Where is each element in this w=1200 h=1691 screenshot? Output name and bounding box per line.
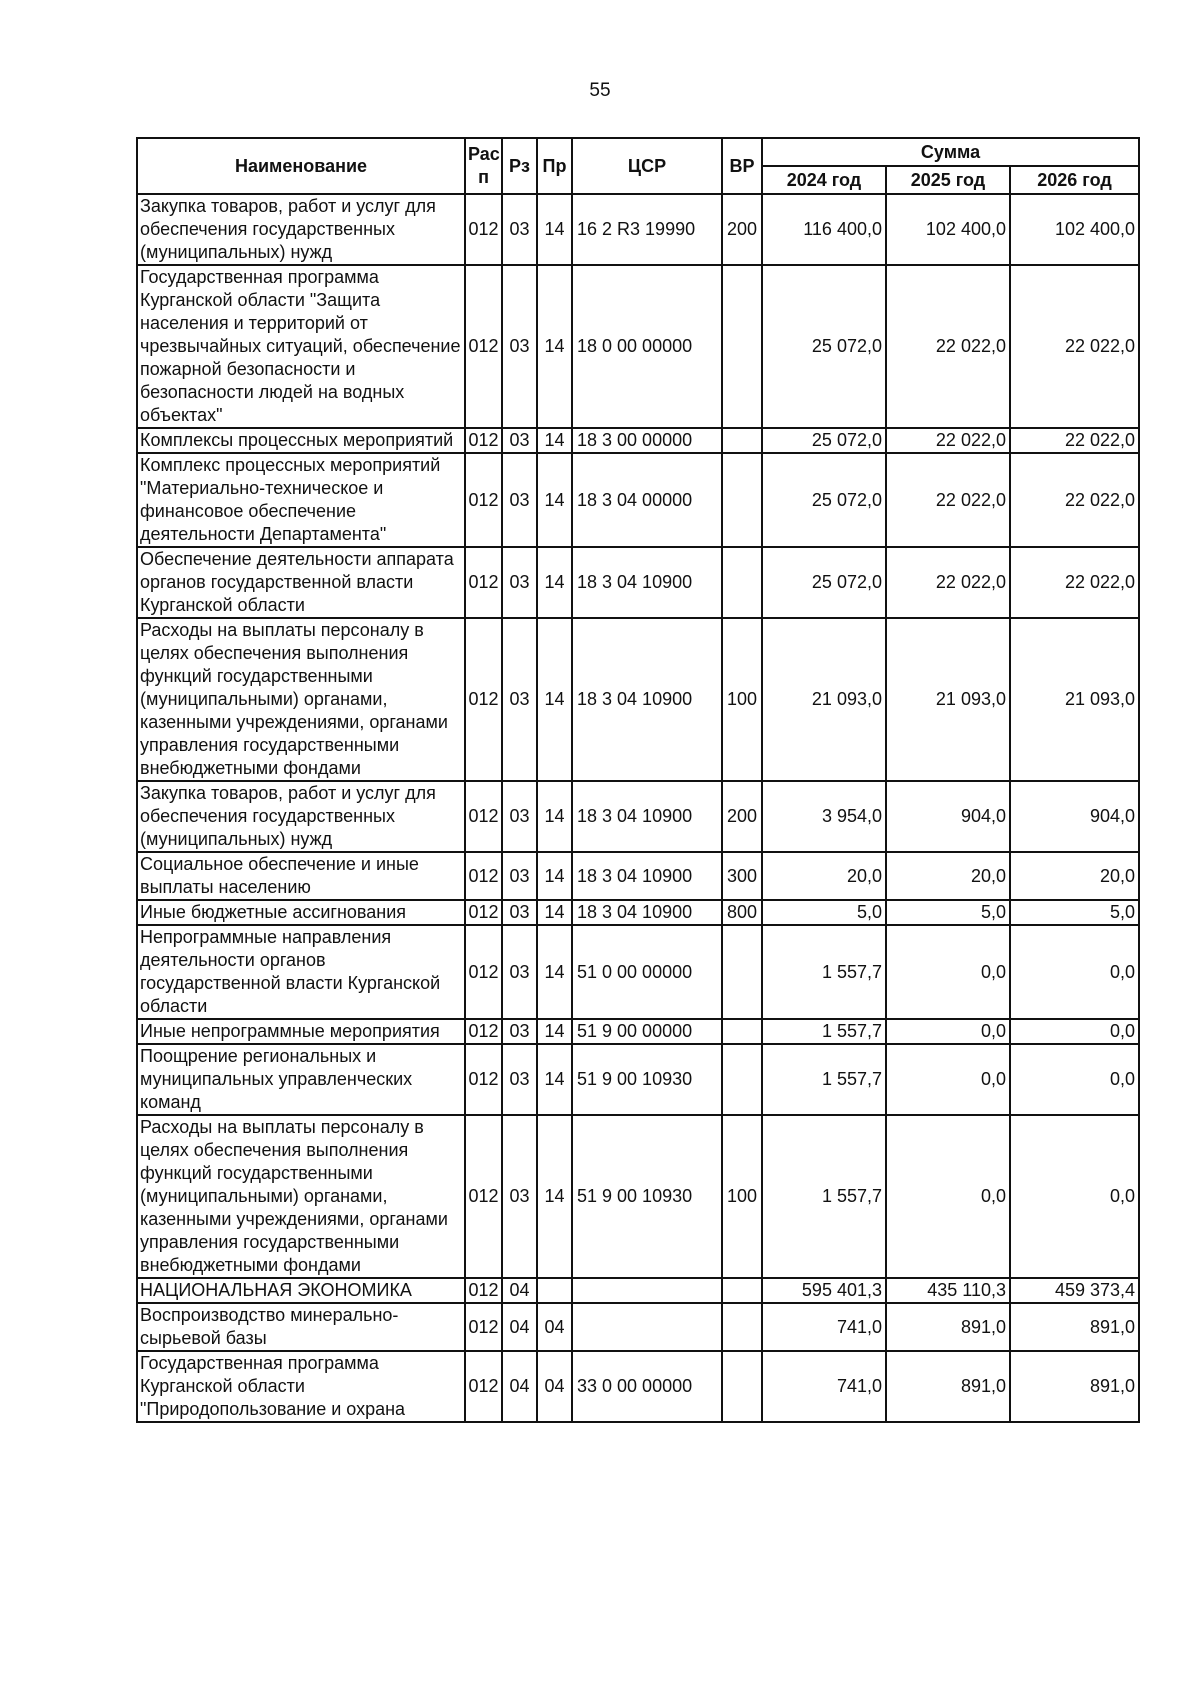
cell-vr bbox=[722, 1303, 762, 1351]
cell-name: Обеспечение деятельности аппарата органов государственной власти Курганской области bbox=[137, 547, 465, 618]
cell-2025: 5,0 bbox=[886, 900, 1010, 925]
header-year-2025: 2025 год bbox=[886, 166, 1010, 194]
cell-rz: 03 bbox=[502, 547, 537, 618]
cell-rz: 03 bbox=[502, 428, 537, 453]
cell-name: Поощрение региональных и муниципальных управленческих команд bbox=[137, 1044, 465, 1115]
cell-2024: 1 557,7 bbox=[762, 1115, 886, 1278]
cell-rz: 03 bbox=[502, 618, 537, 781]
table-row bbox=[137, 852, 1139, 900]
cell-rasp: 012 bbox=[465, 265, 502, 428]
cell-2024: 25 072,0 bbox=[762, 265, 886, 428]
cell-csr: 51 9 00 00000 bbox=[572, 1019, 722, 1044]
cell-pr: 14 bbox=[537, 900, 572, 925]
cell-vr bbox=[722, 1019, 762, 1044]
cell-pr: 14 bbox=[537, 1019, 572, 1044]
cell-2026: 22 022,0 bbox=[1010, 453, 1139, 547]
cell-name: НАЦИОНАЛЬНАЯ ЭКОНОМИКА bbox=[137, 1278, 465, 1303]
table-row bbox=[137, 428, 1139, 453]
cell-2026: 904,0 bbox=[1010, 781, 1139, 852]
cell-name: Закупка товаров, работ и услуг для обеспечения государственных (муниципальных) нужд bbox=[137, 194, 465, 265]
cell-csr bbox=[572, 1278, 722, 1303]
cell-2024: 1 557,7 bbox=[762, 1044, 886, 1115]
cell-vr: 200 bbox=[722, 781, 762, 852]
cell-rz: 03 bbox=[502, 1019, 537, 1044]
cell-csr: 18 3 04 10900 bbox=[572, 547, 722, 618]
cell-rasp: 012 bbox=[465, 1303, 502, 1351]
cell-name: Воспроизводство минерально-сырьевой базы bbox=[137, 1303, 465, 1351]
cell-rasp: 012 bbox=[465, 781, 502, 852]
cell-pr: 14 bbox=[537, 1115, 572, 1278]
cell-pr: 14 bbox=[537, 1044, 572, 1115]
cell-rz: 03 bbox=[502, 1044, 537, 1115]
cell-pr: 14 bbox=[537, 265, 572, 428]
cell-2025: 102 400,0 bbox=[886, 194, 1010, 265]
cell-csr: 18 3 04 00000 bbox=[572, 453, 722, 547]
cell-rz: 03 bbox=[502, 453, 537, 547]
cell-csr: 16 2 R3 19990 bbox=[572, 194, 722, 265]
cell-2024: 741,0 bbox=[762, 1303, 886, 1351]
cell-name: Иные бюджетные ассигнования bbox=[137, 900, 465, 925]
cell-vr: 100 bbox=[722, 1115, 762, 1278]
cell-csr: 51 0 00 00000 bbox=[572, 925, 722, 1019]
cell-2025: 0,0 bbox=[886, 1115, 1010, 1278]
cell-rz: 04 bbox=[502, 1278, 537, 1303]
cell-2025: 891,0 bbox=[886, 1351, 1010, 1422]
table-row bbox=[137, 1351, 1139, 1422]
header-year-2024: 2024 год bbox=[762, 166, 886, 194]
cell-rasp: 012 bbox=[465, 547, 502, 618]
cell-2026: 459 373,4 bbox=[1010, 1278, 1139, 1303]
cell-rasp: 012 bbox=[465, 194, 502, 265]
header-year-2026: 2026 год bbox=[1010, 166, 1139, 194]
cell-vr: 800 bbox=[722, 900, 762, 925]
cell-vr bbox=[722, 1278, 762, 1303]
cell-2025: 904,0 bbox=[886, 781, 1010, 852]
cell-2025: 22 022,0 bbox=[886, 265, 1010, 428]
cell-2024: 21 093,0 bbox=[762, 618, 886, 781]
table-body bbox=[137, 194, 1139, 1422]
cell-vr bbox=[722, 428, 762, 453]
cell-rasp: 012 bbox=[465, 1351, 502, 1422]
cell-pr bbox=[537, 1278, 572, 1303]
cell-2024: 5,0 bbox=[762, 900, 886, 925]
cell-pr: 14 bbox=[537, 453, 572, 547]
cell-rz: 03 bbox=[502, 194, 537, 265]
cell-name: Социальное обеспечение и иные выплаты населению bbox=[137, 852, 465, 900]
cell-rasp: 012 bbox=[465, 900, 502, 925]
cell-csr: 51 9 00 10930 bbox=[572, 1115, 722, 1278]
header-name: Наименование bbox=[137, 138, 465, 194]
table-header bbox=[137, 138, 1139, 194]
cell-rz: 03 bbox=[502, 1115, 537, 1278]
cell-rasp: 012 bbox=[465, 1019, 502, 1044]
cell-2024: 25 072,0 bbox=[762, 453, 886, 547]
cell-csr: 18 0 00 00000 bbox=[572, 265, 722, 428]
header-vr: ВР bbox=[722, 138, 762, 194]
header-csr: ЦСР bbox=[572, 138, 722, 194]
cell-2026: 5,0 bbox=[1010, 900, 1139, 925]
cell-2026: 22 022,0 bbox=[1010, 265, 1139, 428]
cell-2025: 0,0 bbox=[886, 1044, 1010, 1115]
cell-2025: 22 022,0 bbox=[886, 453, 1010, 547]
cell-2025: 21 093,0 bbox=[886, 618, 1010, 781]
cell-2024: 116 400,0 bbox=[762, 194, 886, 265]
cell-csr: 18 3 04 10900 bbox=[572, 852, 722, 900]
cell-pr: 04 bbox=[537, 1303, 572, 1351]
cell-rasp: 012 bbox=[465, 1115, 502, 1278]
cell-rasp: 012 bbox=[465, 925, 502, 1019]
table-row bbox=[137, 925, 1139, 1019]
table-row bbox=[137, 1278, 1139, 1303]
header-rasp: Рас п bbox=[465, 138, 502, 194]
cell-rasp: 012 bbox=[465, 852, 502, 900]
cell-2026: 891,0 bbox=[1010, 1351, 1139, 1422]
cell-vr: 300 bbox=[722, 852, 762, 900]
cell-2024: 595 401,3 bbox=[762, 1278, 886, 1303]
cell-vr bbox=[722, 925, 762, 1019]
budget-table bbox=[136, 137, 1140, 1423]
cell-2026: 0,0 bbox=[1010, 1115, 1139, 1278]
cell-2024: 20,0 bbox=[762, 852, 886, 900]
cell-rz: 03 bbox=[502, 852, 537, 900]
cell-2025: 0,0 bbox=[886, 925, 1010, 1019]
cell-2024: 25 072,0 bbox=[762, 428, 886, 453]
cell-2026: 20,0 bbox=[1010, 852, 1139, 900]
cell-vr bbox=[722, 453, 762, 547]
cell-pr: 14 bbox=[537, 428, 572, 453]
table-row bbox=[137, 1019, 1139, 1044]
cell-2026: 22 022,0 bbox=[1010, 428, 1139, 453]
cell-2024: 3 954,0 bbox=[762, 781, 886, 852]
cell-csr bbox=[572, 1303, 722, 1351]
cell-2026: 0,0 bbox=[1010, 925, 1139, 1019]
cell-rasp: 012 bbox=[465, 428, 502, 453]
cell-2024: 1 557,7 bbox=[762, 925, 886, 1019]
cell-csr: 18 3 04 10900 bbox=[572, 900, 722, 925]
cell-vr bbox=[722, 265, 762, 428]
cell-2026: 891,0 bbox=[1010, 1303, 1139, 1351]
header-rz: Рз bbox=[502, 138, 537, 194]
table-row bbox=[137, 547, 1139, 618]
cell-pr: 14 bbox=[537, 547, 572, 618]
table-row bbox=[137, 1303, 1139, 1351]
cell-2024: 741,0 bbox=[762, 1351, 886, 1422]
cell-pr: 14 bbox=[537, 618, 572, 781]
cell-rz: 03 bbox=[502, 925, 537, 1019]
table-row bbox=[137, 265, 1139, 428]
cell-rz: 04 bbox=[502, 1303, 537, 1351]
cell-pr: 04 bbox=[537, 1351, 572, 1422]
cell-csr: 33 0 00 00000 bbox=[572, 1351, 722, 1422]
table-row bbox=[137, 1115, 1139, 1278]
cell-vr: 200 bbox=[722, 194, 762, 265]
header-pr: Пр bbox=[537, 138, 572, 194]
cell-2025: 0,0 bbox=[886, 1019, 1010, 1044]
cell-2025: 22 022,0 bbox=[886, 428, 1010, 453]
cell-vr bbox=[722, 547, 762, 618]
table-row bbox=[137, 781, 1139, 852]
cell-vr: 100 bbox=[722, 618, 762, 781]
cell-rz: 04 bbox=[502, 1351, 537, 1422]
cell-name: Расходы на выплаты персоналу в целях обеспечения выполнения функций государственными (муниципальными) органами, казенными учреждениями, органами управления государственными внебюджетными фондами bbox=[137, 618, 465, 781]
cell-name: Комплекс процессных мероприятий "Материально-техническое и финансовое обеспечение деятельности Департамента" bbox=[137, 453, 465, 547]
cell-2026: 102 400,0 bbox=[1010, 194, 1139, 265]
cell-vr bbox=[722, 1044, 762, 1115]
cell-2025: 20,0 bbox=[886, 852, 1010, 900]
cell-pr: 14 bbox=[537, 852, 572, 900]
cell-pr: 14 bbox=[537, 194, 572, 265]
cell-name: Закупка товаров, работ и услуг для обеспечения государственных (муниципальных) нужд bbox=[137, 781, 465, 852]
page-number: 55 bbox=[589, 80, 611, 101]
cell-csr: 18 3 04 10900 bbox=[572, 618, 722, 781]
cell-rasp: 012 bbox=[465, 618, 502, 781]
table-row bbox=[137, 618, 1139, 781]
cell-csr: 18 3 00 00000 bbox=[572, 428, 722, 453]
cell-name: Государственная программа Курганской области "Природопользование и охрана bbox=[137, 1351, 465, 1422]
cell-2026: 22 022,0 bbox=[1010, 547, 1139, 618]
table-row bbox=[137, 453, 1139, 547]
table-row bbox=[137, 194, 1139, 265]
cell-2026: 21 093,0 bbox=[1010, 618, 1139, 781]
cell-rasp: 012 bbox=[465, 1278, 502, 1303]
table-row bbox=[137, 1044, 1139, 1115]
cell-2024: 1 557,7 bbox=[762, 1019, 886, 1044]
cell-vr bbox=[722, 1351, 762, 1422]
cell-2025: 891,0 bbox=[886, 1303, 1010, 1351]
table-row bbox=[137, 900, 1139, 925]
header-sum: Сумма bbox=[762, 138, 1139, 166]
cell-name: Государственная программа Курганской области "Защита населения и территорий от чрезвычайных ситуаций, обеспечение пожарной безопасности и безопасности людей на водных объектах" bbox=[137, 265, 465, 428]
cell-pr: 14 bbox=[537, 781, 572, 852]
cell-name: Комплексы процессных мероприятий bbox=[137, 428, 465, 453]
cell-rasp: 012 bbox=[465, 453, 502, 547]
cell-csr: 18 3 04 10900 bbox=[572, 781, 722, 852]
cell-rz: 03 bbox=[502, 900, 537, 925]
cell-2026: 0,0 bbox=[1010, 1019, 1139, 1044]
cell-name: Расходы на выплаты персоналу в целях обеспечения выполнения функций государственными (муниципальными) органами, казенными учреждениями, органами управления государственными внебюджетными фондами bbox=[137, 1115, 465, 1278]
cell-rasp: 012 bbox=[465, 1044, 502, 1115]
cell-pr: 14 bbox=[537, 925, 572, 1019]
cell-2024: 25 072,0 bbox=[762, 547, 886, 618]
cell-2025: 22 022,0 bbox=[886, 547, 1010, 618]
cell-2026: 0,0 bbox=[1010, 1044, 1139, 1115]
cell-csr: 51 9 00 10930 bbox=[572, 1044, 722, 1115]
cell-2025: 435 110,3 bbox=[886, 1278, 1010, 1303]
cell-name: Иные непрограммные мероприятия bbox=[137, 1019, 465, 1044]
cell-rz: 03 bbox=[502, 781, 537, 852]
budget-table-container bbox=[136, 137, 1138, 1423]
cell-name: Непрограммные направления деятельности органов государственной власти Курганской области bbox=[137, 925, 465, 1019]
cell-rz: 03 bbox=[502, 265, 537, 428]
